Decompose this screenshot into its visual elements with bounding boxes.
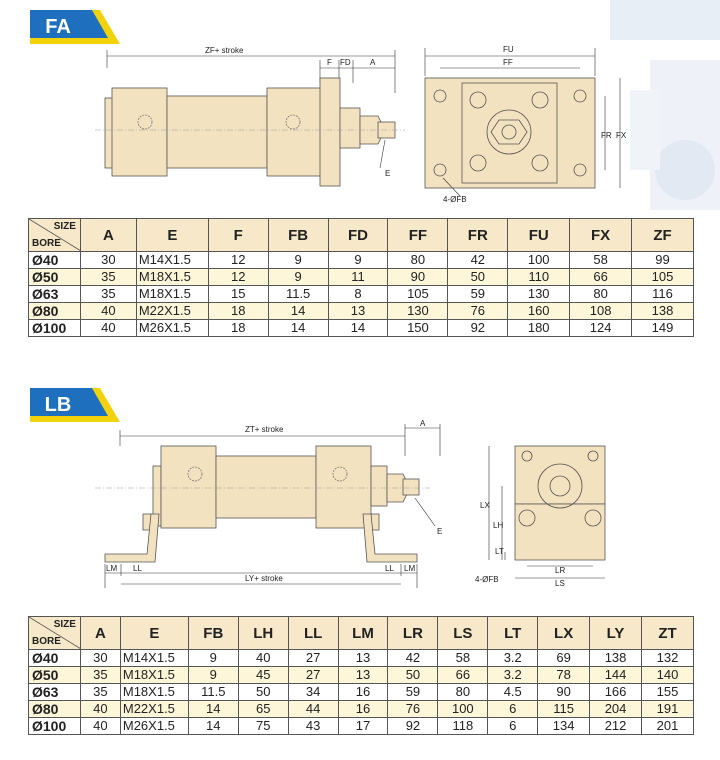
- table-cell: 50: [448, 269, 508, 286]
- table-cell: 180: [508, 320, 570, 337]
- table-cell: 59: [388, 684, 438, 701]
- bore-cell: Ø100: [29, 718, 81, 735]
- table-cell: 30: [80, 650, 120, 667]
- table-cell: 13: [328, 303, 388, 320]
- table-cell: M18X1.5: [136, 269, 208, 286]
- table-cell: 35: [80, 667, 120, 684]
- column-header: FF: [388, 219, 448, 252]
- table-cell: 14: [188, 701, 238, 718]
- table-cell: 12: [208, 269, 268, 286]
- table-cell: 6: [488, 718, 538, 735]
- table-cell: 115: [538, 701, 590, 718]
- column-header: LM: [338, 617, 388, 650]
- table-cell: 75: [238, 718, 288, 735]
- dim-zt: ZT+ stroke: [245, 425, 284, 434]
- table-cell: 58: [438, 650, 488, 667]
- table-cell: M22X1.5: [136, 303, 208, 320]
- bore-label: BORE: [32, 238, 61, 249]
- table-cell: 13: [338, 667, 388, 684]
- table-row: [29, 303, 694, 320]
- fa-table-header-row: [29, 219, 694, 252]
- dim-lm-left: LM: [106, 564, 118, 573]
- dim-ly: LY+ stroke: [245, 574, 283, 583]
- dim-fb: 4-ØFB: [443, 195, 467, 204]
- table-cell: 9: [268, 252, 328, 269]
- table-cell: 150: [388, 320, 448, 337]
- table-cell: 45: [238, 667, 288, 684]
- table-cell: 40: [80, 303, 136, 320]
- table-cell: 92: [448, 320, 508, 337]
- bore-cell: Ø63: [29, 684, 81, 701]
- table-cell: 144: [590, 667, 642, 684]
- table-cell: 80: [570, 286, 632, 303]
- dim-fb: 4-ØFB: [475, 575, 499, 584]
- table-cell: 8: [328, 286, 388, 303]
- table-cell: 59: [448, 286, 508, 303]
- table-cell: 80: [438, 684, 488, 701]
- fa-front-view: [425, 45, 627, 204]
- dim-ls: LS: [555, 579, 565, 588]
- bore-cell: Ø80: [29, 701, 81, 718]
- column-header: LL: [288, 617, 338, 650]
- lb-technical-drawing: [95, 416, 655, 596]
- table-cell: 42: [448, 252, 508, 269]
- table-cell: 90: [538, 684, 590, 701]
- table-cell: 92: [388, 718, 438, 735]
- column-header: FR: [448, 219, 508, 252]
- column-header: FD: [328, 219, 388, 252]
- table-cell: 80: [388, 252, 448, 269]
- table-cell: 124: [570, 320, 632, 337]
- bore-cell: Ø80: [29, 303, 81, 320]
- table-cell: 204: [590, 701, 642, 718]
- table-cell: 34: [288, 684, 338, 701]
- dim-e: E: [437, 527, 443, 536]
- table-cell: 9: [188, 650, 238, 667]
- column-header: A: [80, 219, 136, 252]
- table-cell: 138: [590, 650, 642, 667]
- table-cell: 16: [338, 684, 388, 701]
- table-row: [29, 286, 694, 303]
- table-cell: 44: [288, 701, 338, 718]
- table-cell: 13: [338, 650, 388, 667]
- table-cell: 130: [388, 303, 448, 320]
- dim-ff: FF: [503, 58, 513, 67]
- size-label: SIZE: [53, 619, 76, 630]
- table-cell: 17: [338, 718, 388, 735]
- table-cell: 40: [80, 320, 136, 337]
- table-cell: 105: [632, 269, 694, 286]
- table-cell: 3.2: [488, 650, 538, 667]
- fa-table-body: [29, 252, 694, 337]
- lb-spec-table: [28, 616, 694, 735]
- table-cell: 4.5: [488, 684, 538, 701]
- table-cell: 149: [632, 320, 694, 337]
- table-cell: 66: [438, 667, 488, 684]
- column-header: LS: [438, 617, 488, 650]
- table-cell: 40: [80, 701, 120, 718]
- table-cell: 90: [388, 269, 448, 286]
- table-cell: 14: [328, 320, 388, 337]
- table-cell: 40: [238, 650, 288, 667]
- table-cell: 14: [188, 718, 238, 735]
- bore-cell: Ø40: [29, 252, 81, 269]
- fa-technical-drawing: [95, 38, 655, 210]
- dim-zf: ZF+ stroke: [205, 46, 244, 55]
- table-cell: 50: [238, 684, 288, 701]
- table-cell: 155: [642, 684, 694, 701]
- lb-table-body: [29, 650, 694, 735]
- column-header: FB: [188, 617, 238, 650]
- column-header: E: [136, 219, 208, 252]
- dim-lm-right: LM: [404, 564, 416, 573]
- column-header: FX: [570, 219, 632, 252]
- table-cell: 3.2: [488, 667, 538, 684]
- table-corner-cell: [29, 617, 81, 650]
- table-cell: 18: [208, 320, 268, 337]
- table-cell: 160: [508, 303, 570, 320]
- lb-side-view: [95, 419, 442, 588]
- table-cell: 100: [508, 252, 570, 269]
- column-header: F: [208, 219, 268, 252]
- table-cell: 130: [508, 286, 570, 303]
- bore-label: BORE: [32, 636, 61, 647]
- table-cell: M18X1.5: [120, 667, 188, 684]
- table-cell: 58: [570, 252, 632, 269]
- table-cell: 78: [538, 667, 590, 684]
- table-cell: 105: [388, 286, 448, 303]
- dim-f: F: [327, 58, 332, 67]
- dim-lt: LT: [495, 547, 504, 556]
- table-row: [29, 252, 694, 269]
- fa-side-view: [95, 46, 405, 186]
- table-cell: 66: [570, 269, 632, 286]
- column-header: A: [80, 617, 120, 650]
- dim-fd: FD: [340, 58, 351, 67]
- bore-cell: Ø63: [29, 286, 81, 303]
- table-cell: 191: [642, 701, 694, 718]
- table-cell: 40: [80, 718, 120, 735]
- table-row: [29, 701, 694, 718]
- table-cell: 18: [208, 303, 268, 320]
- table-row: [29, 667, 694, 684]
- bore-cell: Ø40: [29, 650, 81, 667]
- table-cell: 132: [642, 650, 694, 667]
- table-cell: 42: [388, 650, 438, 667]
- table-cell: 27: [288, 650, 338, 667]
- section-tag-label: LB: [44, 394, 72, 416]
- table-cell: 134: [538, 718, 590, 735]
- dim-a: A: [370, 58, 376, 67]
- dim-lx: LX: [480, 501, 490, 510]
- table-cell: 14: [268, 320, 328, 337]
- section-tag-label: FA: [45, 16, 71, 38]
- table-cell: 76: [388, 701, 438, 718]
- table-cell: 116: [632, 286, 694, 303]
- table-cell: M18X1.5: [120, 684, 188, 701]
- size-label: SIZE: [53, 221, 76, 232]
- table-cell: 30: [80, 252, 136, 269]
- dim-lh: LH: [493, 521, 504, 530]
- table-cell: M22X1.5: [120, 701, 188, 718]
- table-cell: 9: [328, 252, 388, 269]
- table-cell: 15: [208, 286, 268, 303]
- table-cell: 11.5: [268, 286, 328, 303]
- column-header: FB: [268, 219, 328, 252]
- table-cell: 201: [642, 718, 694, 735]
- table-cell: 166: [590, 684, 642, 701]
- dim-fu: FU: [503, 45, 514, 54]
- table-cell: M26X1.5: [120, 718, 188, 735]
- table-cell: 9: [188, 667, 238, 684]
- table-cell: 16: [338, 701, 388, 718]
- column-header: LT: [488, 617, 538, 650]
- table-cell: 140: [642, 667, 694, 684]
- table-cell: 110: [508, 269, 570, 286]
- dim-ll-left: LL: [133, 564, 142, 573]
- table-row: [29, 684, 694, 701]
- table-cell: 118: [438, 718, 488, 735]
- table-row: [29, 718, 694, 735]
- table-cell: 212: [590, 718, 642, 735]
- dim-fx: FX: [616, 131, 627, 140]
- bore-cell: Ø50: [29, 269, 81, 286]
- dim-e: E: [385, 169, 391, 178]
- table-cell: 76: [448, 303, 508, 320]
- table-cell: 65: [238, 701, 288, 718]
- bore-cell: Ø100: [29, 320, 81, 337]
- table-cell: 99: [632, 252, 694, 269]
- lb-front-view: [475, 446, 605, 588]
- bore-cell: Ø50: [29, 667, 81, 684]
- table-cell: 14: [268, 303, 328, 320]
- dim-lr: LR: [555, 566, 566, 575]
- table-cell: 69: [538, 650, 590, 667]
- table-cell: 43: [288, 718, 338, 735]
- table-corner-cell: [29, 219, 81, 252]
- lb-table-header-row: [29, 617, 694, 650]
- table-cell: 9: [268, 269, 328, 286]
- dim-fr: FR: [601, 131, 612, 140]
- table-row: [29, 320, 694, 337]
- table-cell: M18X1.5: [136, 286, 208, 303]
- column-header: LR: [388, 617, 438, 650]
- table-cell: 11.5: [188, 684, 238, 701]
- table-cell: 12: [208, 252, 268, 269]
- table-cell: 50: [388, 667, 438, 684]
- column-header: ZF: [632, 219, 694, 252]
- column-header: LX: [538, 617, 590, 650]
- column-header: FU: [508, 219, 570, 252]
- table-cell: 35: [80, 286, 136, 303]
- table-cell: 35: [80, 269, 136, 286]
- dim-a: A: [420, 419, 426, 428]
- table-cell: 27: [288, 667, 338, 684]
- table-cell: 35: [80, 684, 120, 701]
- table-cell: 108: [570, 303, 632, 320]
- table-cell: M14X1.5: [120, 650, 188, 667]
- column-header: ZT: [642, 617, 694, 650]
- table-row: [29, 269, 694, 286]
- column-header: E: [120, 617, 188, 650]
- table-cell: 11: [328, 269, 388, 286]
- table-cell: M26X1.5: [136, 320, 208, 337]
- table-row: [29, 650, 694, 667]
- table-cell: 6: [488, 701, 538, 718]
- table-cell: M14X1.5: [136, 252, 208, 269]
- table-cell: 100: [438, 701, 488, 718]
- fa-spec-table: [28, 218, 694, 337]
- column-header: LH: [238, 617, 288, 650]
- table-cell: 138: [632, 303, 694, 320]
- dim-ll-right: LL: [385, 564, 394, 573]
- column-header: LY: [590, 617, 642, 650]
